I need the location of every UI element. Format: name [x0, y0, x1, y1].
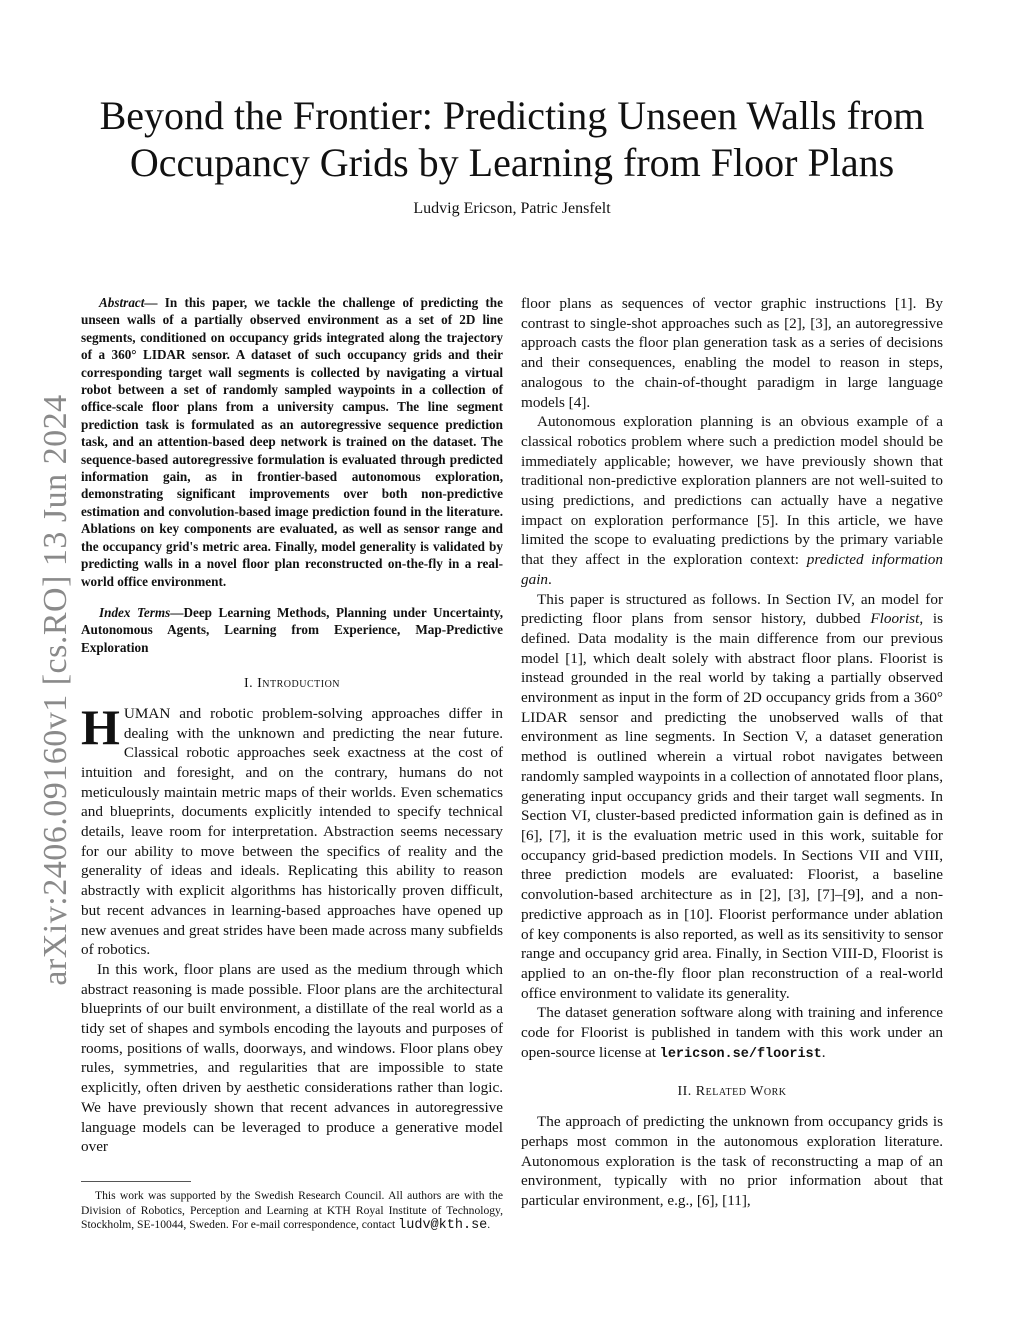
footnote: [81, 1189, 503, 1234]
project-url-link[interactable]: lericson.se/floorist: [659, 1046, 822, 1062]
footnote-end: .: [487, 1218, 491, 1232]
right-column: [521, 294, 943, 1211]
right-paragraph-2-end: .: [548, 570, 552, 588]
abstract: [81, 294, 503, 590]
author-list: Ludvig Ericson, Patric Jensfelt: [413, 200, 611, 217]
left-column: [81, 294, 503, 1157]
right-paragraph-4-end: .: [821, 1043, 826, 1061]
drop-cap: H: [81, 698, 120, 755]
intro-paragraph-1-text: UMAN and robotic problem-solving approaches differ in dealing with the unknown and predicting the near future. Classical robotic approaches seek exactness at the cost of intuition and foresight, and on the contrary, humans do not meticulously maintain metric maps of their worlds. Even schematics and blueprints, documents explicitly intended to specify technical details, leave room for interpretation. Abstraction seems necessary for our ability to move between the specifics of reality and the generality of ideas and ideals. Replicating this ability to reason abstractly with explicit algorithms has historically proven difficult, but recent advances in learning-based approaches have opened up new avenues and great strides have been made across many subfields of robotics.: [81, 704, 503, 959]
email-link[interactable]: ludv@kth.se: [398, 1218, 488, 1234]
index-terms-text: —Deep Learning Methods, Planning under Uncertainty, Autonomous Agents, Learning from Experience, Map-Predictive Exploration: [81, 604, 503, 655]
right-paragraph-4-text: The dataset generation software along with training and inference code for Floorist is published in tandem with this work under an open-source license at: [521, 1004, 943, 1061]
right-paragraph-3: [521, 590, 943, 1004]
abstract-lead: Abstract—: [99, 295, 158, 310]
abstract-text: In this paper, we tackle the challenge of predicting the unseen walls of a partially observed environment as a set of 2D line segments, conditioned on occupancy grids integrated along the trajectory of a 360° LIDAR sensor. A dataset of such occupancy grids and their corresponding target wall segments is collected by navigating a virtual robot between a set of randomly sampled waypoints in a collection of office-scale floor plans from a university campus. The line segment prediction task is formulated as an autoregressive sequence prediction task, and an attention-based deep network is trained on the dataset. The sequence-based autoregressive formulation is evaluated through predicted information gain, as in frontier-based autonomous exploration, demonstrating significant improvements over both non-predictive estimation and convolution-based image prediction found in the literature. Ablations on key components are evaluated, as well as sensor range and the occupancy grid's metric area. Finally, model generality is validated by predicting walls in a novel floor plan reconstructed on-the-fly in a real-world office environment.: [81, 295, 503, 589]
emphasis-predicted-information-gain: predicted information gain: [521, 551, 943, 588]
index-terms-lead: Index Terms: [99, 604, 171, 620]
section-heading-related-work: II. Related Work: [677, 1084, 787, 1100]
title-line-1: Beyond the Frontier: Predicting Unseen Walls from: [99, 93, 925, 138]
right-paragraph-2-text: Autonomous exploration planning is an obvious example of a classical robotics problem where such a prediction model should be immediately applicable; however, we have previously shown that traditional non-predictive exploration planners are not well-suited to using predictions, and predictions can actually have a negative impact on exploration performance [5]. In this article, we have limited the scope to evaluating predictions by the primary variable that they affect in the exploration context:: [521, 413, 943, 569]
right-paragraph-3-rest: , is defined. Data modality is the main difference from our previous model [1], which dealt solely with abstract floor plans. Floorist is instead grounded in the real world by taking a partially observed environment as input in the form of 2D occupancy grids from a 360° LIDAR sensor and predicting the unobserved walls of that environment as line segments. In Section V, a dataset generation method is outlined wherein a virtual robot navigates between randomly sampled waypoints in a collection of annotated floor plans, generating input occupancy grids and their target wall segments. In Section VI, cluster-based predicted information gain is defined as in [6], [7], it is the evaluation metric used in this work, suitable for occupancy grid-based prediction models. In Sections VII and VIII, three prediction models are evaluated: Floorist, a baseline convolution-based architecture as in [2], [3], [7]–[9], and a non-predictive approach as in [10]. Floorist performance under ablation of key components is also reported, as well as its sensitivity to sensor range and occupancy grid area. Finally, in Section VIII-D, Floorist is applied to an on-the-fly floor plan reconstruction of a real-world office environment to validate its generality.: [521, 610, 943, 1002]
footnote-rule: [81, 1181, 191, 1182]
footnote-text: This work was supported by the Swedish Research Council. All authors are with the Division of Robotics, Perception and Learning at KTH Royal Institute of Technology, Stockholm, SE-10044, Sweden. For e-mail correspondence, contact: [81, 1189, 503, 1232]
paper-title: [60, 92, 964, 186]
title-line-2: Occupancy Grids by Learning from Floor Plans: [129, 140, 895, 185]
intro-paragraph-1: [81, 698, 503, 960]
right-paragraph-4: [521, 1003, 943, 1064]
right-paragraph-3-text: This paper is structured as follows. In Section IV, an model for predicting floor plans from sensor history, dubbed: [521, 590, 943, 628]
right-paragraph-1: floor plans as sequences of vector graphic instructions [1]. By contrast to single-shot approaches such as [2], [3], an autoregressive approach casts the floor plan generation task as a series of decisions and their consequences, enabling the model to reason in steps, analogous to the chain-of-thought paradigm in large language models [4].: [521, 295, 943, 411]
intro-paragraph-2: In this work, floor plans are used as the medium through which abstract reasoning is made possible. Floor plans are the architectural blueprints of our built environment, a distillate of the real world as a tidy set of shapes and symbols encoding the layouts and purposes of rooms, positions of walls, doorways, and windows. Floor plans obey rules, symmetries, and regularities that are impossible to state explicitly, often driven by aesthetic considerations rather than logic. We have previously shown that recent advances in autoregressive language models can be leveraged to produce a generative model over: [81, 960, 503, 1156]
arxiv-identifier-text: arXiv:2406.09160v1 [cs.RO] 13 Jun 2024: [37, 394, 74, 986]
right-paragraph-2: [521, 412, 943, 589]
section-heading-introduction: I. Introduction: [243, 676, 341, 692]
emphasis-floorist: Floorist: [870, 610, 920, 628]
related-paragraph-1: The approach of predicting the unknown from occupancy grids is perhaps most common in the autonomous exploration literature. Autonomous exploration is the task of reconstructing a map of an environment, typically with no prior information about that particular environment, e.g., [6], [11],: [521, 1113, 943, 1209]
arxiv-identifier-stamp: [36, 0, 76, 1325]
index-terms: [81, 604, 503, 656]
